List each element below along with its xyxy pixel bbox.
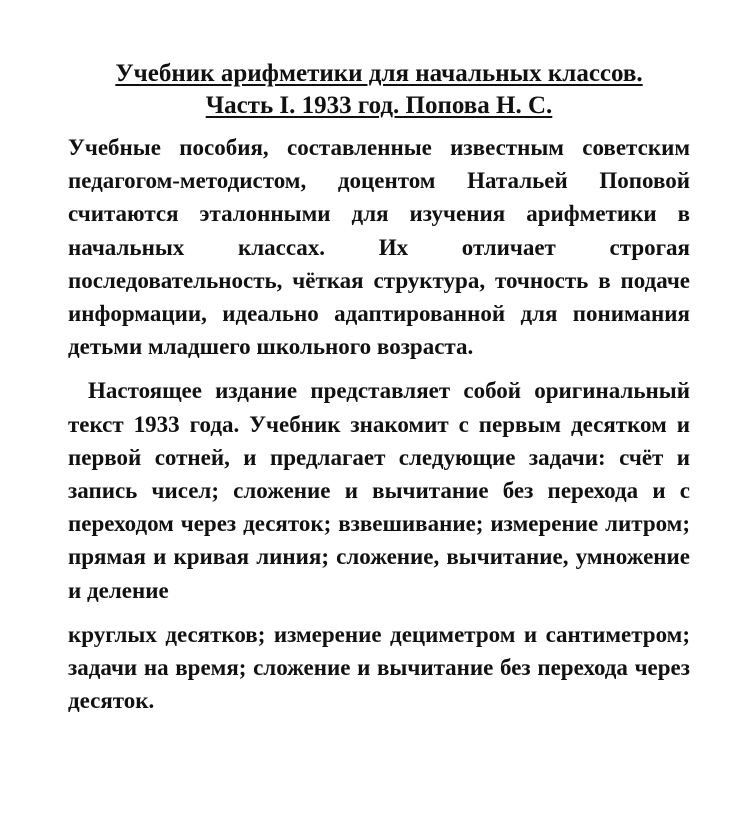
- document-page: [68, 58, 690, 717]
- document-title: [68, 58, 690, 122]
- title-line-1: Учебник арифметики для начальных классов.: [115, 60, 643, 87]
- paragraph-3: круглых десятков; измерение дециметром и сантиметром; задачи на время; сложение и вычитание без перехода через десяток.: [68, 621, 690, 714]
- title-line-2: Часть I. 1933 год. Попова Н. С.: [205, 92, 553, 119]
- paragraph-2: Настоящее издание представляет собой оригинальный текст 1933 года. Учебник знакомит с первым десятком и первой сотней, и предлагает следующие задачи: счёт и запись чисел; сложение и вычитание без перехода и с переходом через десяток; взвешивание; измерение литром; прямая и кривая линия; сложение, вычитание, умножение и деление: [68, 378, 690, 603]
- paragraph-1: Учебные пособия, составленные известным советским педагогом-методистом, доцентом Натальей Поповой считаются эталонными для изучения арифметики в начальных классах. Их отличает строгая последовательность, чёткая структура, точность в подаче информации, идеально адаптированной для понимания детьми младшего школьного возраста.: [68, 135, 690, 360]
